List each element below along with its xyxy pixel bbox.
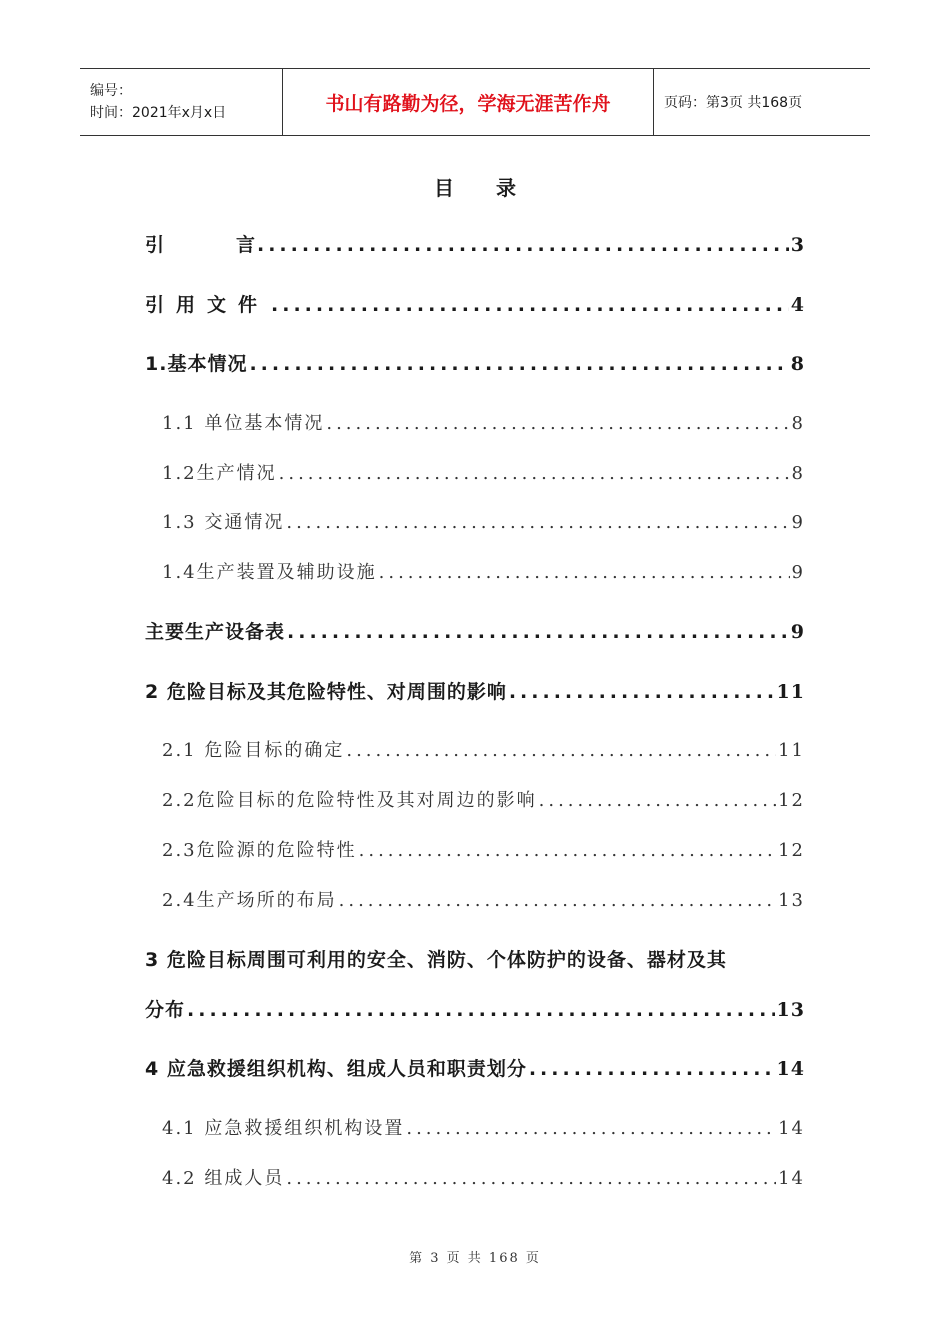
toc-entry-label: 2.3危险源的危险特性 [162,840,357,861]
toc-entry-label: 4 应急救援组织机构、组成人员和职责划分 [145,1058,527,1080]
toc-entry-label: 引用文件 [145,294,270,316]
toc-entry[interactable] [145,1054,805,1081]
page-footer: 第 3 页 共 168 页 [409,1251,541,1266]
toc-leader-dots [529,1058,775,1080]
toc-entry-page: 11 [776,681,805,703]
header-page-info [654,69,870,135]
toc-leader-dots [379,562,790,583]
toc-entry[interactable] [162,558,805,584]
header-motto-cell [282,69,654,135]
toc-entry-page: 3 [790,234,805,256]
toc-entry[interactable] [145,617,805,644]
toc-entry-label: 2.4生产场所的布局 [162,890,337,911]
toc-entry-label: 2.2危险目标的危险特性及其对周边的影响 [162,790,537,811]
page-header [80,68,870,136]
toc-entry[interactable] [145,290,805,317]
toc-entry-label: 4.2 组成人员 [162,1168,285,1189]
toc-entry-label: 1.2生产情况 [162,463,277,484]
toc-entry-label: 1.基本情况 [145,353,248,375]
toc-leader-dots [406,1118,776,1139]
toc-entry-page: 12 [778,840,805,861]
toc-leader-dots [187,999,775,1021]
toc-entry-page: 9 [790,621,805,643]
toc-entry[interactable] [145,677,805,704]
header-motto: 书山有路勤为径，学海无涯苦作舟 [325,92,611,115]
toc-leader-dots [249,353,788,375]
toc-entry[interactable] [145,995,805,1022]
toc-leader-dots [286,512,789,533]
toc-entry-page: 9 [791,562,805,583]
toc-leader-dots [287,621,789,643]
toc-entry[interactable] [162,508,805,534]
toc-entry[interactable] [145,349,805,376]
toc-entry-label: 分布 [145,999,186,1021]
toc-entry-page: 4 [790,294,805,316]
toc-leader-dots [286,1168,776,1189]
toc-entry-label: 1.1 单位基本情况 [162,413,325,434]
toc-leader-dots [279,463,790,484]
header-page-info-text: 页码：第3页 共168页 [664,95,803,111]
toc-entry-label: 4.1 应急救援组织机构设置 [162,1118,405,1139]
toc-entry-page: 14 [776,1058,805,1080]
toc-entry-label: 3 危险目标周围可利用的安全、消防、个体防护的设备、器材及其 [145,949,727,971]
toc-entry[interactable] [162,1164,805,1190]
toc-leader-dots [539,790,776,811]
toc-entry-label: 主要生产设备表 [145,621,286,643]
toc-entry[interactable] [162,736,805,762]
toc-leader-dots [326,413,789,434]
toc-entry-page: 13 [778,890,805,911]
toc-entry[interactable] [162,1114,805,1140]
toc-entry-page: 8 [791,413,805,434]
toc-leader-dots [257,234,789,256]
toc-leader-dots [271,294,789,316]
toc-entry-page: 11 [778,740,805,761]
toc-entry-page: 14 [778,1168,805,1189]
toc-entry-label: 1.3 交通情况 [162,512,285,533]
document-date: 时间：2021年x月x日 [90,105,227,121]
toc-entry-page: 9 [791,512,805,533]
toc-entry[interactable] [162,786,805,812]
toc-entry[interactable] [145,230,805,257]
toc-entry-page: 14 [778,1118,805,1139]
toc-entry-label: 2.1 危险目标的确定 [162,740,345,761]
toc-title: 目录 [434,176,558,200]
toc-entry-page: 12 [778,790,805,811]
toc-entry-page: 8 [790,353,805,375]
toc-entry[interactable] [162,886,805,912]
toc-entry[interactable] [145,945,805,972]
toc-entry-label: 2 危险目标及其危险特性、对周围的影响 [145,681,507,703]
header-meta [80,69,282,135]
toc-entry-page: 13 [776,999,805,1021]
toc-leader-dots [359,840,776,861]
toc-entry[interactable] [162,836,805,862]
toc-entry-page: 8 [791,463,805,484]
toc-entry[interactable] [162,409,805,435]
toc-leader-dots [346,740,776,761]
toc-leader-dots [339,890,776,911]
toc-leader-dots [509,681,775,703]
toc-entry-label: 引 言 [145,234,255,256]
toc-entry-label: 1.4生产装置及辅助设施 [162,562,377,583]
toc-entry[interactable] [162,459,805,485]
document-number-label: 编号： [90,83,132,99]
